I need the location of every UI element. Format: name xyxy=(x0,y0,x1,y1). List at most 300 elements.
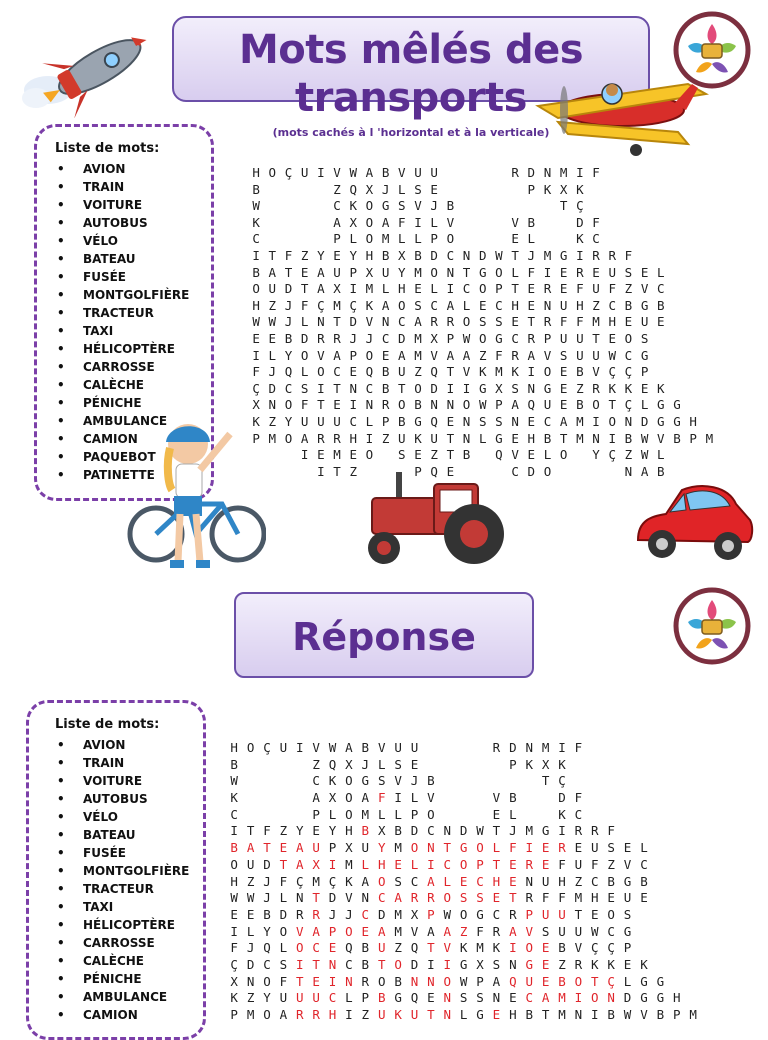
grid-letter: D xyxy=(410,823,419,839)
word-item: • TAXI xyxy=(53,322,211,340)
grid-letter: E xyxy=(446,413,455,429)
grid-letter: P xyxy=(252,430,260,446)
grid-letter: A xyxy=(394,890,402,906)
grid-letter: U xyxy=(410,740,419,755)
grid-letter: Z xyxy=(312,756,320,772)
grid-letter: L xyxy=(268,347,277,363)
grid-letter: Y xyxy=(263,990,271,1006)
grid-letter: T xyxy=(527,314,536,330)
grid-letter: M xyxy=(394,840,402,856)
grid-letter: R xyxy=(591,823,599,839)
grid-letter: F xyxy=(300,397,309,413)
grid-letter: H xyxy=(558,873,566,889)
grid-letter: K xyxy=(608,380,616,396)
grid-letter: B xyxy=(427,773,435,789)
grid-letter: V xyxy=(394,773,402,789)
grid-letter: C xyxy=(410,873,419,889)
grid-letter: L xyxy=(279,890,288,906)
grid-letter xyxy=(455,807,471,824)
grid-letter: K xyxy=(558,806,566,822)
grid-letter: A xyxy=(268,264,277,280)
grid-letter: A xyxy=(295,856,304,872)
grid-letter: W xyxy=(252,314,260,330)
grid-letter: H xyxy=(689,413,697,429)
grid-letter: U xyxy=(246,856,255,872)
grid-letter: H xyxy=(591,890,599,906)
grid-letter: E xyxy=(511,231,519,247)
grid-letter: M xyxy=(414,264,422,280)
grid-letter: D xyxy=(300,330,309,346)
grid-letter: N xyxy=(381,314,390,330)
grid-row xyxy=(248,231,717,248)
grid-letter xyxy=(458,182,474,199)
grid-letter: C xyxy=(495,297,503,313)
grid-letter: O xyxy=(446,231,455,247)
grid-letter xyxy=(539,215,555,232)
grid-letter xyxy=(455,740,471,757)
grid-letter: S xyxy=(511,380,519,396)
grid-letter: G xyxy=(543,380,552,396)
grid-letter: A xyxy=(414,314,422,330)
grid-letter: V xyxy=(414,198,422,214)
grid-letter: Q xyxy=(410,990,419,1006)
word-item: • VÉLO xyxy=(53,232,211,250)
grid-letter: S xyxy=(476,890,484,906)
grid-row xyxy=(248,165,717,182)
grid-letter: F xyxy=(300,297,309,313)
grid-letter: U xyxy=(623,890,632,906)
grid-letter: Z xyxy=(574,873,583,889)
word-item: • TRACTEUR xyxy=(53,304,211,322)
grid-letter xyxy=(423,740,439,757)
grid-letter: B xyxy=(624,297,633,313)
grid-letter: B xyxy=(361,823,370,839)
grid-letter: J xyxy=(361,756,370,772)
grid-letter: H xyxy=(252,297,260,313)
grid-letter: C xyxy=(252,231,260,247)
grid-letter: C xyxy=(377,890,386,906)
grid-letter xyxy=(292,790,308,807)
grid-letter: N xyxy=(349,380,357,396)
grid-letter: Ç xyxy=(349,297,357,313)
grid-letter: V xyxy=(592,364,600,380)
grid-letter: Z xyxy=(300,247,309,263)
grid-letter: O xyxy=(608,413,616,429)
grid-letter: Z xyxy=(576,380,584,396)
grid-letter: O xyxy=(279,923,288,939)
grid-letter: O xyxy=(459,906,468,922)
grid-letter: B xyxy=(558,973,566,989)
grid-letter xyxy=(313,215,329,232)
word-item: • CAMION xyxy=(53,1006,203,1024)
grid-letter: O xyxy=(478,330,487,346)
grid-letter: B xyxy=(446,198,455,214)
grid-letter: E xyxy=(492,1007,501,1022)
grid-letter: M xyxy=(414,347,422,363)
grid-letter: V xyxy=(640,281,649,297)
grid-letter xyxy=(556,231,572,248)
grid-letter: S xyxy=(398,447,406,463)
grid-letter: U xyxy=(592,281,600,297)
page-subtitle: (mots cachés à l 'horizontal et à la verticale) xyxy=(272,126,550,139)
grid-letter: I xyxy=(317,165,325,180)
grid-letter: P xyxy=(381,413,390,429)
grid-letter xyxy=(521,790,537,807)
grid-letter: L xyxy=(511,264,519,280)
grid-letter xyxy=(570,757,586,774)
grid-letter: B xyxy=(230,756,238,772)
grid-letter: C xyxy=(446,247,455,263)
tractor-icon xyxy=(364,470,512,566)
grid-letter: T xyxy=(592,330,600,346)
grid-letter: C xyxy=(365,380,374,396)
grid-letter: W xyxy=(328,740,337,755)
grid-letter: U xyxy=(591,840,599,856)
grid-letter: U xyxy=(574,856,583,872)
grid-letter: I xyxy=(317,463,325,479)
grid-letter: I xyxy=(328,856,337,872)
grid-letter: P xyxy=(476,856,484,872)
grid-letter: C xyxy=(443,856,452,872)
grid-letter: L xyxy=(543,447,552,463)
grid-letter: O xyxy=(495,264,503,280)
grid-letter: I xyxy=(574,990,583,1006)
grid-letter: A xyxy=(640,463,649,479)
grid-letter: D xyxy=(328,890,337,906)
grid-letter: U xyxy=(377,1007,386,1022)
grid-letter: F xyxy=(509,840,517,856)
grid-letter: M xyxy=(333,297,341,313)
grid-letter: H xyxy=(349,430,357,446)
grid-letter: K xyxy=(230,790,238,806)
grid-letter: B xyxy=(377,990,386,1006)
grid-letter: T xyxy=(333,314,341,330)
grid-letter: V xyxy=(574,940,583,956)
grid-letter: D xyxy=(349,314,357,330)
grid-letter: M xyxy=(268,430,277,446)
grid-letter: P xyxy=(312,806,320,822)
grid-letter: G xyxy=(495,430,503,446)
grid-row xyxy=(248,414,717,431)
grid-letter: K xyxy=(252,214,260,230)
grid-letter: R xyxy=(608,247,616,263)
grid-letter: I xyxy=(558,740,566,755)
grid-letter: A xyxy=(427,923,435,939)
grid-row xyxy=(248,314,717,331)
grid-letter xyxy=(588,464,604,481)
grid-letter: O xyxy=(574,973,583,989)
grid-letter xyxy=(313,231,329,248)
grid-letter xyxy=(491,165,507,182)
grid-letter: I xyxy=(576,165,584,180)
grid-letter: R xyxy=(312,1007,320,1022)
grid-letter: R xyxy=(592,247,600,263)
grid-letter: S xyxy=(414,181,422,197)
grid-letter: R xyxy=(361,973,370,989)
grid-letter: P xyxy=(349,264,357,280)
word-search-grid xyxy=(248,165,717,480)
grid-letter: N xyxy=(511,413,519,429)
grid-letter: N xyxy=(295,890,304,906)
grid-letter: F xyxy=(592,165,600,180)
grid-letter: R xyxy=(543,314,552,330)
grid-letter: Z xyxy=(558,956,566,972)
word-item: • TRAIN xyxy=(53,754,203,772)
page-title: Mots mêlés des transports xyxy=(238,27,584,121)
grid-letter: C xyxy=(592,231,600,247)
grid-letter: X xyxy=(365,264,374,280)
grid-letter: Z xyxy=(381,430,390,446)
logo-icon xyxy=(672,586,752,666)
grid-letter: L xyxy=(300,364,309,380)
grid-letter: N xyxy=(365,397,374,413)
grid-letter: A xyxy=(361,790,370,806)
word-item: • CALÈCHE xyxy=(53,376,211,394)
grid-letter xyxy=(439,773,455,790)
grid-letter: T xyxy=(279,856,288,872)
grid-letter: Z xyxy=(478,347,487,363)
grid-letter: B xyxy=(527,214,536,230)
grid-letter: E xyxy=(608,330,616,346)
grid-letter: R xyxy=(511,347,519,363)
grid-letter: L xyxy=(345,990,353,1006)
grid-letter: O xyxy=(427,806,435,822)
grid-letter: S xyxy=(478,314,487,330)
grid-letter: C xyxy=(657,281,665,297)
grid-letter: L xyxy=(640,397,649,413)
grid-letter: B xyxy=(230,840,238,856)
grid-letter: H xyxy=(576,297,584,313)
grid-letter: R xyxy=(527,330,536,346)
word-item: • CARROSSE xyxy=(53,358,211,376)
grid-row xyxy=(226,874,701,891)
grid-letter: E xyxy=(623,840,632,856)
grid-letter: N xyxy=(509,956,517,972)
grid-letter xyxy=(297,198,313,215)
grid-letter: O xyxy=(394,956,402,972)
grid-letter: R xyxy=(576,264,584,280)
grid-letter: H xyxy=(527,430,536,446)
grid-letter xyxy=(442,165,458,182)
grid-letter: Q xyxy=(495,447,503,463)
grid-letter: N xyxy=(624,463,633,479)
grid-letter: K xyxy=(230,990,238,1006)
grid-letter xyxy=(455,757,471,774)
grid-letter: V xyxy=(640,1007,648,1022)
grid-letter: L xyxy=(657,264,665,280)
grid-letter: L xyxy=(410,790,419,806)
grid-letter: J xyxy=(284,314,293,330)
grid-letter: D xyxy=(398,330,406,346)
grid-letter: R xyxy=(543,281,552,297)
grid-letter: L xyxy=(414,231,422,247)
grid-letter: U xyxy=(559,297,568,313)
grid-letter: W xyxy=(268,314,277,330)
grid-letter: S xyxy=(394,756,402,772)
grid-letter: X xyxy=(252,397,260,413)
grid-letter: K xyxy=(543,181,552,197)
grid-letter: B xyxy=(361,956,370,972)
grid-letter: U xyxy=(430,430,438,446)
grid-letter: V xyxy=(430,347,438,363)
grid-letter: U xyxy=(295,990,304,1006)
grid-letter: L xyxy=(410,856,419,872)
grid-letter xyxy=(378,447,394,464)
grid-letter: G xyxy=(459,840,468,856)
grid-letter: O xyxy=(478,281,487,297)
grid-letter: S xyxy=(478,413,487,429)
grid-letter xyxy=(455,790,471,807)
grid-letter: K xyxy=(394,1007,402,1022)
grid-letter: N xyxy=(317,314,325,330)
grid-letter xyxy=(491,198,507,215)
grid-letter: O xyxy=(345,773,353,789)
word-item: • PÉNICHE xyxy=(53,394,211,412)
grid-letter: J xyxy=(410,773,419,789)
grid-letter: E xyxy=(252,330,260,346)
grid-letter: B xyxy=(263,906,271,922)
grid-letter: R xyxy=(509,906,517,922)
grid-letter: T xyxy=(462,264,471,280)
grid-letter: X xyxy=(333,281,341,297)
grid-letter xyxy=(475,215,491,232)
grid-letter: G xyxy=(525,956,533,972)
grid-letter: S xyxy=(279,956,288,972)
word-item: • AMBULANCE xyxy=(53,412,211,430)
grid-letter: L xyxy=(657,447,665,463)
grid-letter: Q xyxy=(263,940,271,956)
grid-letter: B xyxy=(381,247,390,263)
grid-letter: Ç xyxy=(624,397,633,413)
grid-letter: T xyxy=(446,447,455,463)
grid-letter: E xyxy=(640,380,649,396)
grid-letter: E xyxy=(511,430,519,446)
grid-letter: K xyxy=(349,198,357,214)
grid-letter: G xyxy=(623,873,632,889)
grid-letter: I xyxy=(394,790,402,806)
grid-letter: W xyxy=(462,330,471,346)
grid-letter: X xyxy=(541,756,550,772)
grid-letter: O xyxy=(317,364,325,380)
grid-letter xyxy=(537,807,553,824)
grid-letter: T xyxy=(492,823,501,839)
grid-letter: G xyxy=(361,773,370,789)
grid-letter: N xyxy=(246,973,255,989)
grid-letter: A xyxy=(312,923,320,939)
grid-letter: G xyxy=(381,198,390,214)
grid-letter: T xyxy=(333,380,341,396)
grid-letter: G xyxy=(476,1007,484,1022)
grid-letter xyxy=(280,464,296,481)
grid-row xyxy=(248,198,717,215)
grid-letter: B xyxy=(381,380,390,396)
grid-letter: U xyxy=(398,364,406,380)
grid-row xyxy=(248,331,717,348)
grid-letter: T xyxy=(317,397,325,413)
grid-letter: T xyxy=(492,856,501,872)
word-item: • FUSÉE xyxy=(53,268,211,286)
grid-letter: U xyxy=(300,165,309,180)
grid-letter: S xyxy=(541,923,550,939)
grid-letter: G xyxy=(640,297,649,313)
grid-letter: J xyxy=(430,198,438,214)
grid-letter: O xyxy=(365,214,374,230)
grid-letter xyxy=(556,464,572,481)
grid-letter: E xyxy=(312,823,320,839)
word-item: • BATEAU xyxy=(53,826,203,844)
grid-letter: A xyxy=(377,923,386,939)
grid-letter: Q xyxy=(349,181,357,197)
grid-letter: T xyxy=(574,906,583,922)
grid-letter: C xyxy=(525,990,533,1006)
grid-letter: T xyxy=(263,840,271,856)
grid-letter: G xyxy=(414,413,422,429)
grid-letter: O xyxy=(365,447,374,463)
grid-letter: F xyxy=(624,247,633,263)
grid-letter: Q xyxy=(345,940,353,956)
grid-letter: O xyxy=(365,231,374,247)
grid-letter: J xyxy=(246,940,255,956)
grid-letter: V xyxy=(398,165,406,180)
grid-letter: N xyxy=(462,413,471,429)
grid-letter: V xyxy=(427,790,435,806)
grid-letter xyxy=(264,231,280,248)
grid-letter: C xyxy=(591,873,599,889)
grid-letter: T xyxy=(511,247,519,263)
word-item: • CALÈCHE xyxy=(53,952,203,970)
grid-letter: R xyxy=(295,906,304,922)
grid-letter xyxy=(472,807,488,824)
grid-letter: C xyxy=(624,347,633,363)
grid-row xyxy=(248,381,717,398)
grid-letter: P xyxy=(495,397,503,413)
grid-letter: W xyxy=(608,347,616,363)
grid-letter: Z xyxy=(361,1007,370,1022)
grid-letter xyxy=(297,182,313,199)
grid-letter: I xyxy=(576,247,584,263)
grid-letter: P xyxy=(495,281,503,297)
grid-letter: B xyxy=(640,873,648,889)
grid-letter: L xyxy=(279,940,288,956)
grid-row xyxy=(248,397,717,414)
grid-letter: L xyxy=(443,873,452,889)
grid-letter: T xyxy=(312,890,320,906)
grid-letter: I xyxy=(317,380,325,396)
grid-letter xyxy=(275,807,291,824)
grid-letter: C xyxy=(333,364,341,380)
grid-letter: N xyxy=(443,1007,452,1022)
grid-letter: J xyxy=(345,906,353,922)
grid-row xyxy=(226,1007,701,1024)
grid-letter: L xyxy=(328,806,337,822)
grid-letter: P xyxy=(527,181,536,197)
grid-letter: J xyxy=(381,181,390,197)
grid-letter: C xyxy=(312,940,320,956)
grid-letter xyxy=(488,773,504,790)
grid-letter: P xyxy=(623,940,632,956)
grid-letter: F xyxy=(591,856,599,872)
grid-letter: L xyxy=(640,840,648,856)
grid-letter: B xyxy=(414,247,422,263)
grid-letter: A xyxy=(361,873,370,889)
grid-letter: C xyxy=(284,380,293,396)
grid-letter: V xyxy=(377,740,386,755)
grid-letter: A xyxy=(443,923,452,939)
grid-letter: P xyxy=(543,330,552,346)
grid-letter: A xyxy=(446,347,455,363)
grid-letter: Z xyxy=(414,364,422,380)
grid-letter: T xyxy=(246,823,255,839)
